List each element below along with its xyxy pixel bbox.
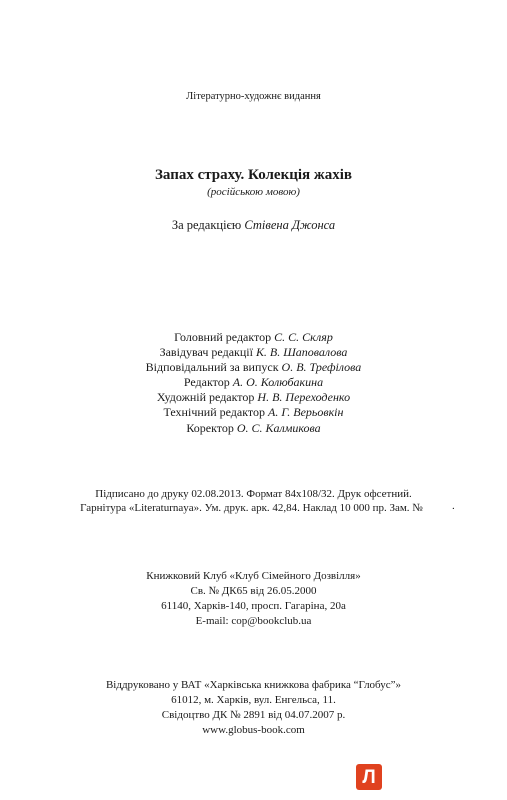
- credit-line: [0, 360, 507, 375]
- credit-line: [0, 345, 507, 360]
- printer-certificate: Свідоцтво ДК № 2891 від 04.07.2007 р.: [161, 709, 346, 721]
- credit-name: С. С. Скляр: [274, 330, 333, 344]
- book-subtitle: (російською мовою): [207, 186, 300, 198]
- credit-role: Завідувач редакції: [159, 345, 256, 360]
- credit-role: Художній редактор: [156, 390, 258, 405]
- credit-role: Головний редактор: [174, 330, 275, 344]
- printer-website: www.globus-book.com: [202, 724, 305, 736]
- edited-by-prefix: За редакцією: [171, 218, 245, 232]
- credit-name: Н. В. Переходенко: [257, 390, 351, 405]
- edited-by-name: Стівена Джонса: [244, 218, 336, 232]
- credit-line: [0, 330, 507, 345]
- printer-name: Віддруковано у ВАТ «Харківська книжкова фабрика “Глобус”»: [105, 679, 402, 691]
- publisher-certificate: Св. № ДК65 від 26.05.2000: [190, 585, 317, 597]
- print-details-line-1: Підписано до друку 02.08.2013. Формат 84x108/32. Друк офсетний.: [95, 488, 412, 500]
- credit-line: [0, 421, 507, 436]
- credit-name: А. О. Колюбакина: [232, 375, 324, 390]
- credit-name: К. В. Шаповалова: [255, 345, 348, 360]
- book-title: Запах страху. Колекція жахів: [154, 167, 353, 183]
- credit-line: [0, 390, 507, 405]
- credits-list: [0, 330, 507, 436]
- print-details-line-2: Гарнітура «Literaturnaya». Ум. друк. арк. 42,84. Наклад 10 000 пр. Зам. №: [80, 502, 423, 514]
- edited-by: [0, 219, 507, 232]
- logo-letter: Л: [362, 766, 376, 788]
- printer-info: [0, 678, 507, 738]
- print-details-trailing-mark: .: [452, 500, 455, 512]
- credit-role: Технічний редактор: [163, 405, 268, 420]
- credit-line: [0, 405, 507, 420]
- printer-address: 61012, м. Харків, вул. Енгельса, 11.: [171, 694, 336, 706]
- credit-role: Коректор: [186, 420, 237, 435]
- publisher-name: Книжковий Клуб «Клуб Сімейного Дозвілля»: [146, 570, 361, 582]
- publisher-logo-icon: [356, 764, 382, 790]
- publisher-email: E-mail: cop@bookclub.ua: [195, 615, 312, 627]
- credit-name: О. В. Трефілова: [281, 360, 362, 375]
- credit-name: А. Г. Верьовкін: [267, 405, 344, 420]
- credit-role: Відповідальний за випуск: [145, 360, 282, 375]
- credit-role: Редактор: [183, 375, 233, 390]
- publisher-info: [0, 569, 507, 629]
- credit-line: [0, 375, 507, 390]
- publisher-address: 61140, Харків-140, просп. Гагаріна, 20а: [161, 600, 346, 612]
- credit-name: О. С. Калмикова: [236, 420, 321, 435]
- genre-label: Літературно-художнє видання: [186, 91, 321, 102]
